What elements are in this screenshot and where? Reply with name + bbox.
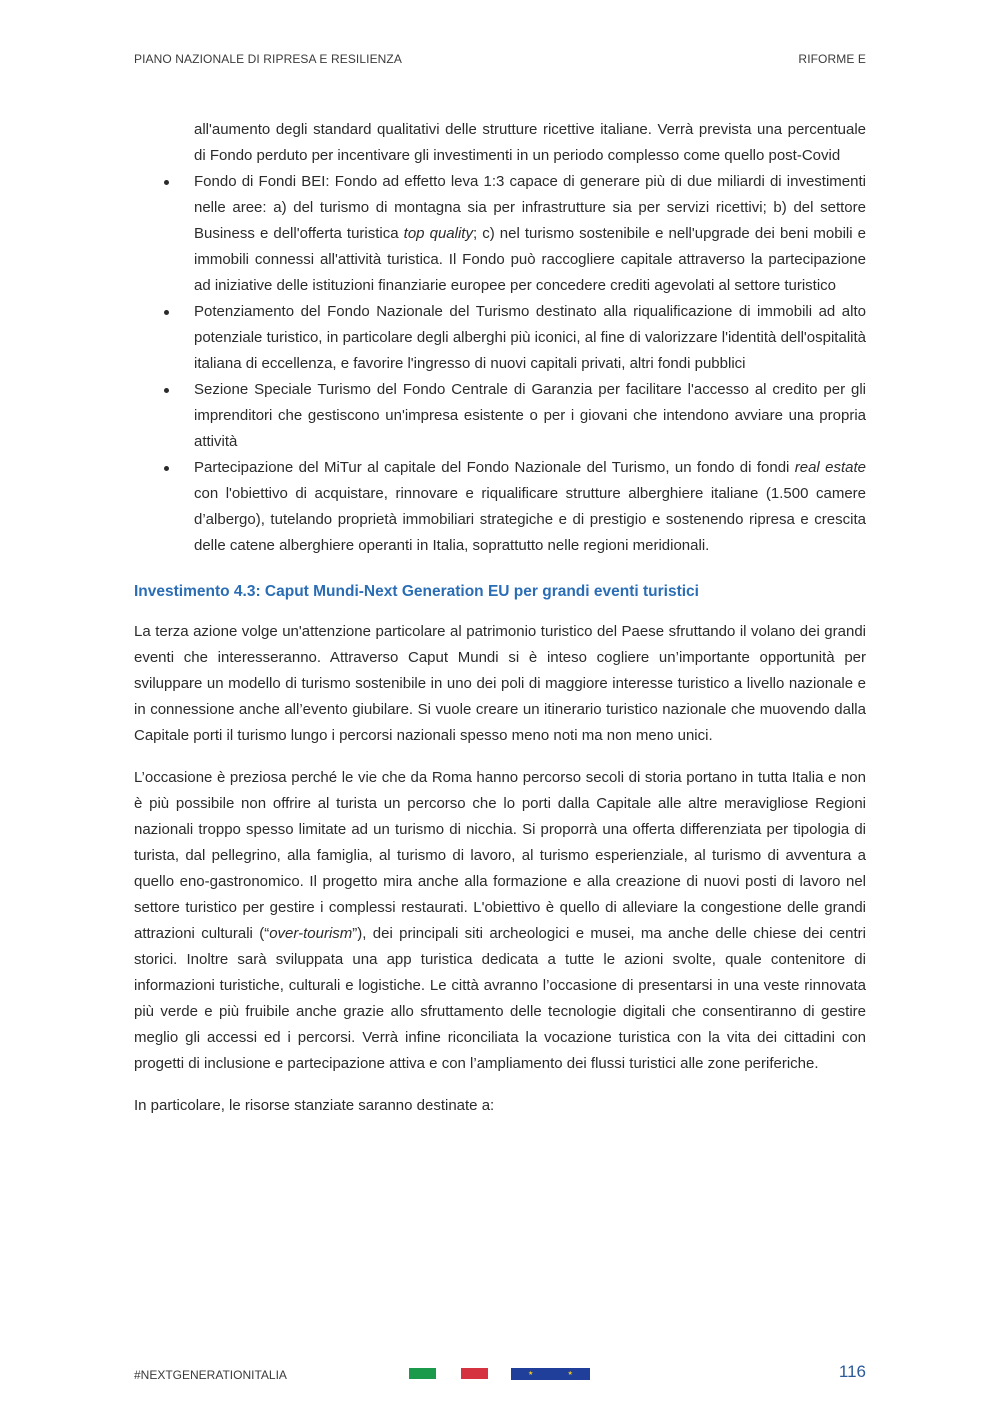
list-item [134,377,866,455]
paragraph-text: ”), dei principali siti archeologici e musei, ma anche delle chiese dei centri storici. Inoltre sarà sviluppata una app turistica dedicata a tutte le azioni svolte, quale contenitore di informazioni turistiche, culturali e logistiche. Le città avranno l’occasione di presentarsi in una veste rinnovata più verde e più fruibile anche grazie allo sfruttamento delle tecnologie digitali che consentiranno di gestire meglio gli accessi ed i percorsi. Verrà infine riconciliata la vocazione turistica con la vita dei cittadini con progetti di inclusione e partecipazione attiva e con l’ampliamento dei flussi turistici alle zone periferiche. [134,925,866,1072]
section-heading: Investimento 4.3: Caput Mundi-Next Generation EU per grandi eventi turistici [134,583,699,600]
page-number: 116 [838,1362,866,1381]
list-item-emphasis: top quality [403,225,473,242]
paragraph-emphasis: over-tourism [269,925,353,942]
list-item-text: ; c) nel turismo sostenibile e nell'upgrade dei beni mobili e immobili connessi all'attività turistica. Il Fondo può raccogliere capitale attraverso la partecipazione ad iniziative delle istituzioni finanziarie europee per concedere crediti agevolati al settore turistico [194,225,866,294]
list-item-text: con l'obiettivo di acquistare, rinnovare e riqualificare strutture alberghiere italiane (1.500 camere d’albergo), tutelando proprietà immobiliari strategiche e di prestigio e sostenendo ripresa e crescita delle catene alberghiere operanti in Italia, soprattutto nelle regioni meridionali. [194,485,866,554]
list-item [134,455,866,559]
list-item-text: Partecipazione del MiTur al capitale del Fondo Nazionale del Turismo, un fondo di fondi [194,459,795,476]
bullet-icon [164,466,169,471]
bullet-icon [164,310,169,315]
italy-flag-green-icon [409,1368,436,1379]
list-item [134,169,866,299]
header-section-title: RIFORME E [798,52,866,66]
paragraph: In particolare, le risorse stanziate saranno destinate a: [134,1097,495,1114]
continuation-text: all'aumento degli standard qualitativi delle strutture ricettive italiane. Verrà prevista una percentuale di Fondo perduto per incentivare gli investimenti in un periodo complesso come quello post-Covid [194,121,866,164]
footer-hashtag: #NEXTGENERATIONITALIA [134,1368,287,1382]
list-item [134,299,866,377]
eu-star-icon: ★ [528,1371,534,1377]
bullet-icon [164,388,169,393]
eu-flag-icon [511,1368,590,1380]
list-item-text: Sezione Speciale Turismo del Fondo Centrale di Garanzia per facilitare l'accesso al credito per gli imprenditori che gestiscono un'impresa esistente o per i giovani che intendono avviare una propria attività [194,381,866,450]
page-content [134,117,866,1119]
list-item-text: Potenziamento del Fondo Nazionale del Turismo destinato alla riqualificazione di immobili ad alto potenziale turistico, in particolare degli alberghi più iconici, al fine di valorizzare l'identità dell'ospitalità italiana di eccellenza, e favorire l'ingresso di nuovi capitali privati, altri fondi pubblici [194,303,866,372]
paragraph [134,765,866,1077]
paragraph-text: L’occasione è preziosa perché le vie che da Roma hanno percorso secoli di storia portano in tutta Italia e non è più possibile non offrire al turista un percorso che lo porti dalla Capitale alle altre meravigliose Regioni nazionali troppo spesso limitate ad un turismo di nicchia. Si proporrà una offerta differenziata per tipologia di turista, dal pellegrino, alla famiglia, al turismo di lavoro, al turismo esperienziale, al turismo di avventura a quello eno-gastronomico. Il progetto mira anche alla formazione e alla creazione di nuovi posti di lavoro nel settore turistico per gestire i complessi restaurati. L'obiettivo è quello di alleviare la congestione delle grandi attrazioni culturali (“ [134,769,866,942]
italy-flag-red-icon [461,1368,488,1379]
eu-star-icon: ★ [567,1371,573,1377]
bullet-icon [164,180,169,185]
list-item-text: Fondo di Fondi BEI: Fondo ad effetto leva 1:3 capace di generare più di due miliardi di investimenti nelle aree: a) del turismo di montagna sia per infrastrutture sia per servizi ricettivi; b) del settore Business e dell'offerta turistica [194,173,866,242]
bullet-list [134,169,866,559]
paragraph: La terza azione volge un'attenzione particolare al patrimonio turistico del Paese sfruttando il volano dei grandi eventi che interesseranno. Attraverso Caput Mundi si è inteso cogliere un’importante opportunità per sviluppare un modello di turismo sostenibile in uno dei poli di maggiore interesse turistico a livello nazionale e in connessione anche all’evento giubilare. Si vuole creare un itinerario turistico nazionale che muovendo dalla Capitale porti il turismo lungo i percorsi nazionali spesso meno noti ma non meno unici. [134,623,866,744]
list-item-emphasis: real estate [794,459,866,476]
header-document-title: PIANO NAZIONALE DI RIPRESA E RESILIENZA [134,52,402,66]
page-header [134,52,866,66]
